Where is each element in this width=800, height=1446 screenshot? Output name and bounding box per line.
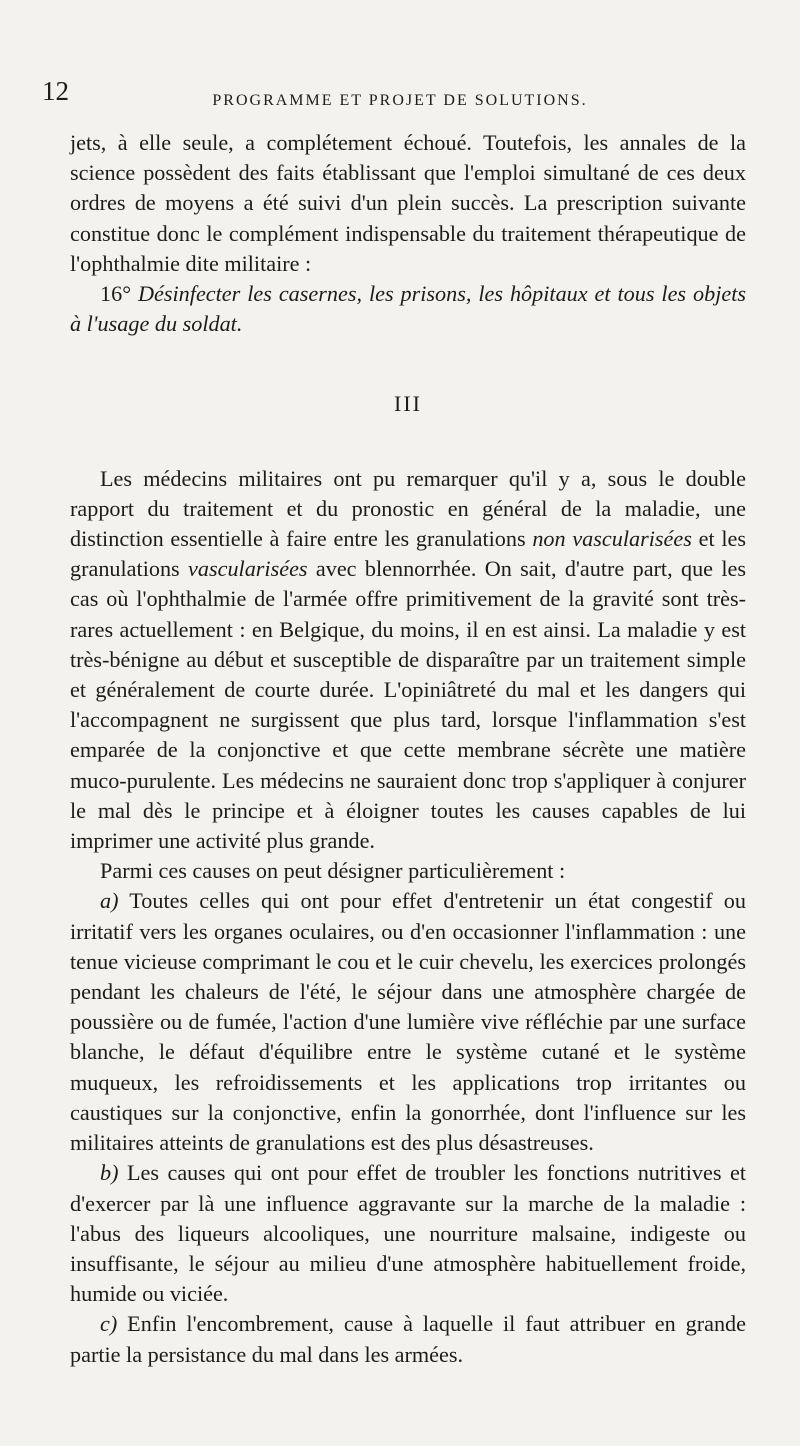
page-body: [70, 128, 746, 1370]
item-text: Les causes qui ont pour effet de troubler les fonctions nutritives et d'exercer par là une influence aggravante sur la marche de la maladie : l'abus des liqueurs alcooliques, une nourriture malsaine, indigeste ou insuffisante, le séjour au milieu d'une atmosphère habituellement froide, humide ou viciée.: [70, 1160, 746, 1307]
text-run: Les médecins militaires ont pu remarquer qu'il y a, sous le double rapport du traitement et du pronostic en général de la maladie, une distinction essentielle à faire entre les granulations: [70, 465, 746, 552]
italic-term: non vascularisées: [532, 526, 692, 552]
running-head: PROGRAMME ET PROJET DE SOLUTIONS.: [212, 92, 588, 109]
item-label: a): [100, 888, 119, 914]
item-label: c): [100, 1311, 118, 1337]
item-text: Toutes celles qui ont pour effet d'entretenir un état congestif ou irritatif vers les organes oculaires, ou d'en occasionner l'inflammation : une tenue vicieuse comprimant le cou et le cuir chevelu, les exercices prolongés pendant les chaleurs de l'été, le séjour dans une atmosphère chargée de poussière ou de fumée, l'action d'une lumière vive réfléchie par une surface blanche, le défaut d'équilibre entre le système cutané et le système muqueux, les refroidissements et les applications trop irritantes ou caustiques sur la conjonctive, enfin la gonorrhée, dont l'influence sur les militaires atteints de granulations est des plus désastreuses.: [70, 888, 746, 1156]
item-label: b): [100, 1160, 119, 1186]
prescription-16: [70, 279, 746, 339]
cause-item-c: [70, 1309, 746, 1369]
prescription-text: Désinfecter les casernes, les prisons, les hôpitaux et tous les objets à l'usage du soldat.: [70, 281, 747, 337]
text-run: et les granulations: [70, 526, 746, 582]
page-number: 12: [42, 76, 69, 106]
section-heading: III: [394, 391, 422, 417]
paragraph-granulations: [70, 464, 746, 857]
cause-item-b: [70, 1158, 746, 1309]
paragraph-continuation: jets, à elle seule, a complétement échoué. Toutefois, les annales de la science possèdent des faits établissant que l'emploi simultané de ces deux ordres de moyens a été suivi d'un plein succès. La prescription suivante constitue donc le complément indispensable du traitement thérapeutique de l'ophthalmie dite militaire :: [70, 130, 746, 276]
prescription-number: 16°: [100, 281, 139, 307]
cause-item-a: [70, 886, 746, 1158]
item-text: Enfin l'encombrement, cause à laquelle il faut attribuer en grande partie la persistance du mal dans les armées.: [70, 1311, 746, 1367]
paragraph-causes-intro: Parmi ces causes on peut désigner particulièrement :: [100, 858, 566, 884]
italic-term: vascularisées: [188, 556, 308, 582]
text-run: avec blennorrhée. On sait, d'autre part, que les cas où l'ophthalmie de l'armée offre primitivement de la gravité sont très-rares actuellement : en Belgique, du moins, il en est ainsi. La maladie y est très-bénigne au début et susceptible de disparaître par un traitement simple et généralement de courte durée. L'opiniâtreté du mal et les dangers qui l'accompagnent ne surgissent que plus tard, lorsque l'inflammation s'est emparée de la conjonctive et que cette membrane sécrète une matière muco-purulente. Les médecins ne sauraient donc trop s'appliquer à conjurer le mal dès le principe et à éloigner toutes les causes capables de lui imprimer une activité plus grande.: [70, 556, 746, 854]
